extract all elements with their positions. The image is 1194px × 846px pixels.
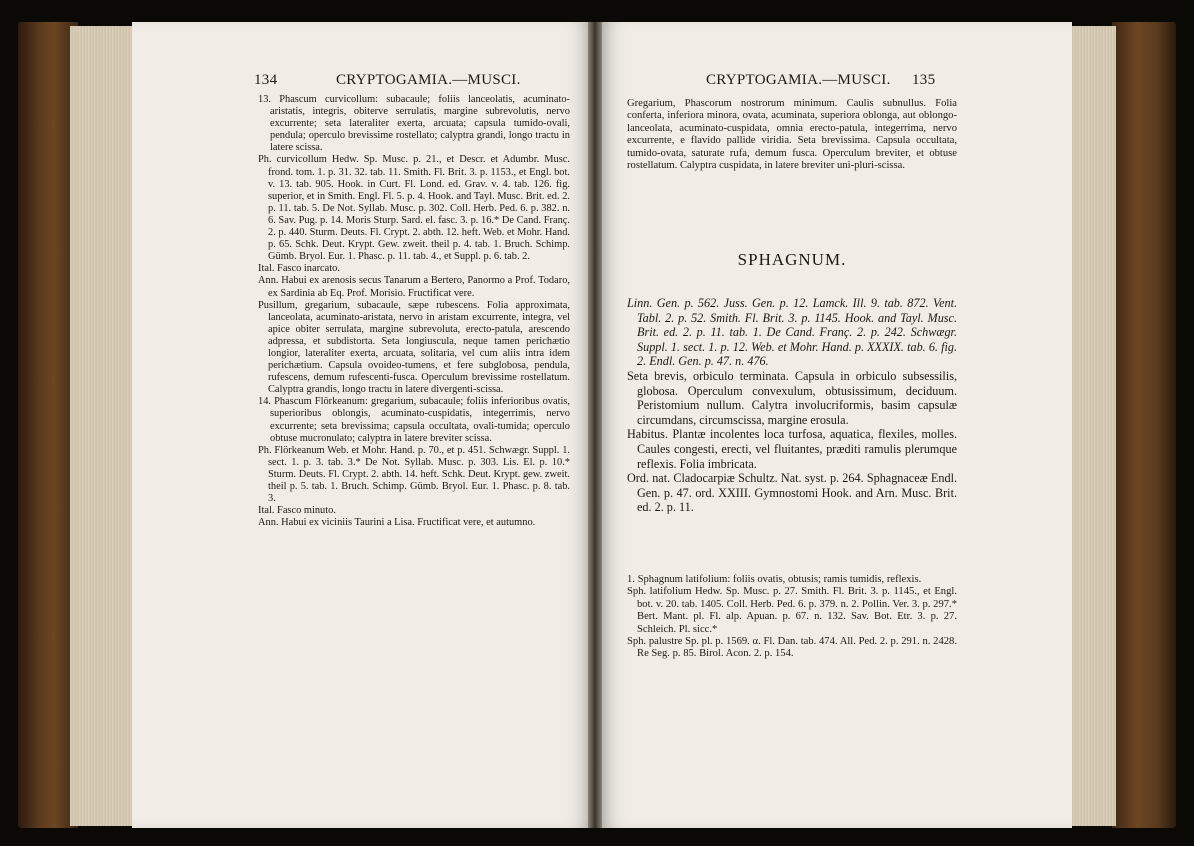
genus-order: Ord. nat. Cladocarpiæ Schultz. Nat. syst. p. 264. Sphagnaceæ Endl. Gen. p. 47. ord. XXIII. Gymnostomi Hook. and Arn. Musc. Brit. ed. 2. p. 11. — [627, 471, 957, 515]
species-description: 1. Sphagnum latifolium: foliis ovatis, obtusis; ramis tumidis, reflexis. — [627, 574, 922, 585]
left-running-head: CRYPTOGAMIA.—MUSCI. — [336, 72, 521, 88]
page-edges-left — [70, 26, 134, 826]
book-cover-right — [1112, 22, 1176, 828]
synonymy-reference: Sph. latifolium Hedw. Sp. Musc. p. 27. Smith. Fl. Brit. 3. p. 1145., et Engl. bot. v. 20. tab. 1405. Coll. Herb. Ped. 6. p. 379. n. 2. Pollin. Ver. 3. p. 297.* Bert. Mant. pl. Fl. alp. Apuan. p. 67. n. 132. Sav. Bot. Etr. 3. p. 27. Schleich. Pl. sicc.* — [627, 586, 957, 635]
species-description: 13. Phascum curvicollum: subacaule; foliis lanceolatis, acuminato-aristatis, integris, obiterve serrulatis, margine subrevolutis, nervo excurrente; seta lateraliter exerta, arcuata; capsula tumido-ovali, pendula; operculo brevissime rostellato; calyptra grandi, longo tractu in latere scissa. — [258, 94, 570, 154]
left-page-number: 134 — [254, 72, 278, 88]
species-notes: Gregarium, Phascorum nostrorum minimum. Caulis subnullus. Folia conferta, inferiora minora, ovata, acuminata, superiora oblonga, aut oblongo-lanceolata, acuminato-cuspidata, omnia erecto-patula, integerrima, nervo excurrente, e flavido pallide viridia. Seta brevissima. Capsula occultata, tumido-ovata, saturate rufa, demum fusca. Operculum breviter, et obtuse rostellatum. Calyptra cuspidata, in latere breviter uni-pluri-scissa. — [627, 98, 957, 172]
species-description: 14. Phascum Flörkeanum: gregarium, subacaule; foliis inferioribus ovatis, superioribus oblongis, acuminato-cuspidatis, integerrimis, nervo excurrente; seta brevissima; capsula occultata, ovali-tumida; operculo obtuse mucronulato; calyptra in latere breviter scissa. — [258, 396, 570, 444]
book-gutter — [588, 22, 602, 828]
italian-name: Ital. Fasco minuto. — [258, 505, 336, 517]
genus-title: SPHAGNUM. — [737, 250, 847, 269]
synonymy-reference: Sph. palustre Sp. pl. p. 1569. α. Fl. Dan. tab. 474. All. Ped. 2. p. 291. n. 2428. Re Seg. p. 85. Birol. Acon. 2. p. 154. — [627, 636, 957, 660]
genus-habitus: Habitus. Plantæ incolentes loca turfosa, aquatica, flexiles, molles. Caules congesti, erecti, vel fluitantes, præditi ramulis plerumque reflexis. Folia imbricata. — [627, 427, 957, 471]
page-edges-right — [1070, 26, 1116, 826]
book-cover-left — [18, 22, 78, 828]
annotation: Ann. Habui ex arenosis secus Tanarum a Bertero, Panormo a Prof. Todaro, ex Sardinia ab Eq. Prof. Morisio. Fructificat vere. — [258, 275, 570, 299]
species-text-column — [627, 574, 957, 661]
italian-name: Ital. Fasco inarcato. — [258, 263, 340, 275]
genus-text-column — [627, 296, 957, 515]
annotation: Ann. Habui ex viciniis Taurini a Lisa. Fructificat vere, et autumno. — [258, 517, 536, 529]
genus-references: Linn. Gen. p. 562. Juss. Gen. p. 12. Lamck. Ill. 9. tab. 872. Vent. Tabl. 2. p. 52. Smith. Fl. Brit. 3. p. 1145. Hook. and Tayl. Musc. Brit. ed. 2. p. 11. tab. 1. De Cand. Franç. 2. p. 242. Schwægr. Suppl. 1. sect. 1. p. 12. Web. et Mohr. Hand. p. XXXIX. tab. 6. fig. 2. Endl. Gen. p. 47. n. 476. — [627, 296, 957, 369]
synonymy-reference: Ph. curvicollum Hedw. Sp. Musc. p. 21., et Descr. et Adumbr. Musc. frond. tom. 1. p. 31. 32. tab. 11. Smith. Fl. Brit. 3. p. 1153., et Engl. bot. v. 13. tab. 905. Hook. in Curt. Fl. Lond. ed. Grav. v. 4. tab. 126. fig. superior, et in Smith. Engl. Fl. 5. p. 4. Hook. and Tayl. Musc. Brit. ed. 2. p. 11. tab. 5. De Not. Syllab. Musc. p. 302. Coll. Herb. Ped. 6. p. 382. n. 6. Sav. Pug. p. 14. Moris Sturp. Sard. el. fasc. 3. p. 16.* De Cand. Franç. 2. p. 440. Sturm. Deuts. Fl. Crypt. 2. abth. 12. heft. Web. et Mohr. Hand. p. 65. Schk. Deut. Krypt. Gew. zweit. theil p. 4. tab. 1. Bruch. Schimp. Gümb. Bryol. Eur. 1. Phasc. p. 11. tab. 4., et Suppl. p. 6. tab. 2. — [258, 154, 570, 263]
right-running-head: CRYPTOGAMIA.—MUSCI. — [706, 72, 891, 88]
species-notes: Pusillum, gregarium, subacaule, sæpe rubescens. Folia approximata, lanceolata, acuminato-aristata, nervo in aristam excurrente, integra, vel apice obiter serrulata, margine subrevoluta, erecto-patula, arescendo adpressa, et subdistorta. Seta longiuscula, neque tamen perichætio longior, lateraliter exerta, arcuata, solitaria, vel cum aliis intra idem perichætium. Capsula ovoideo-tumens, et fere subglobosa, pendula, rufescens, demum rufescenti-fusca. Operculum brevissime rostellatum. Calyptra grandis, longo tractu in latere divergenti-scissa. — [258, 299, 570, 396]
left-text-column — [258, 94, 570, 529]
right-top-text — [627, 98, 957, 172]
right-page-number: 135 — [912, 72, 936, 88]
synonymy-reference: Ph. Flörkeanum Web. et Mohr. Hand. p. 70., et p. 451. Schwægr. Suppl. 1. sect. 1. p. 3. tab. 3.* De Not. Syllab. Musc. p. 303. Lis. El. p. 10.* Sturm. Deuts. Fl. Crypt. 2. abth. 14. heft. Schk. Deut. Krypt. gew. zweit. theil p. 5. tab. 1. Bruch. Schimp. Gümb. Bryol. Eur. 1. Phasc. p. 8. tab. 3. — [258, 444, 570, 505]
genus-description: Seta brevis, orbiculo terminata. Capsula in orbiculo subsessilis, globosa. Operculum convexulum, obtusissimum, deciduum. Peristomium nullum. Calytra involucriformis, basim capsulæ circumdans, circumscissa, margine erosula. — [627, 368, 957, 427]
